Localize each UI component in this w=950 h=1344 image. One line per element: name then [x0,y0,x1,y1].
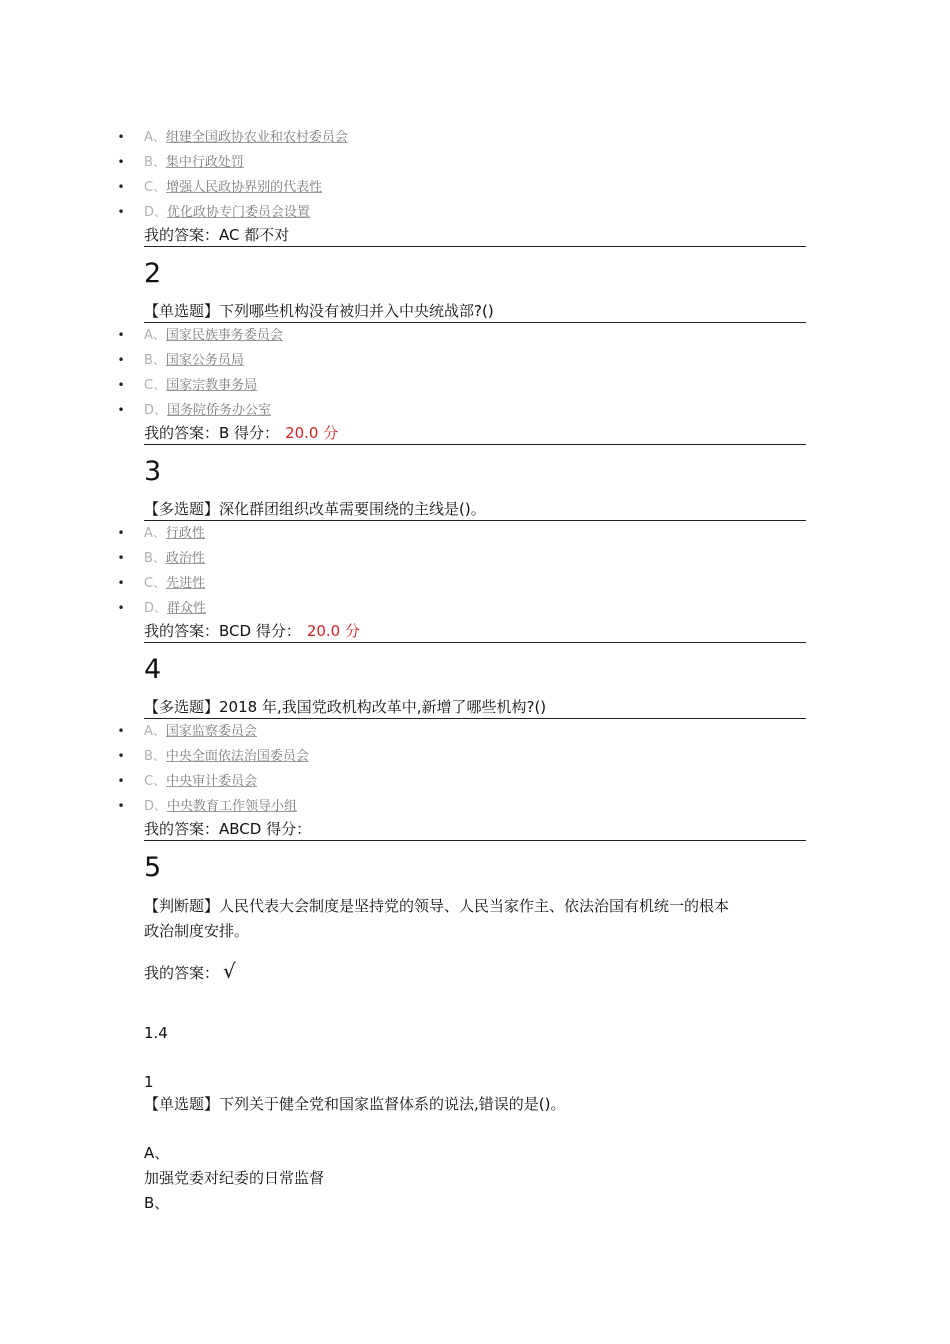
option-letter: D、 [144,205,168,220]
option-letter: D、 [144,601,168,616]
option-text[interactable]: 国务院侨务办公室 [167,403,272,418]
answer-text: 我的答案：B 得分： [144,424,280,442]
option-letter: B、 [144,155,166,170]
option-letter: A、 [144,328,166,343]
bullet-icon: • [117,601,125,615]
q2-option-c[interactable] [117,373,806,398]
q3-option-a[interactable] [117,521,806,546]
option-text[interactable]: 中央全面依法治国委员会 [165,749,309,764]
q2-options [117,323,806,423]
q4-option-b[interactable] [117,744,806,769]
option-text[interactable]: 先进性 [166,576,206,591]
q5-number: 5 [144,852,162,883]
q1-option-b[interactable] [117,150,806,175]
option-text[interactable]: 增强人民政协界别的代表性 [166,180,323,195]
q3-option-b[interactable] [117,546,806,571]
q4-number: 4 [144,654,162,685]
bullet-icon: • [117,130,125,144]
q2-my-answer [144,423,806,445]
q2-title: 【单选题】下列哪些机构没有被归并入中央统战部?() [144,300,806,323]
section-number: 1.4 [144,1024,168,1042]
bullet-icon: • [117,353,125,367]
option-letter: B、 [144,551,166,566]
answer-text: 我的答案：BCD 得分： [144,622,301,640]
option-text[interactable]: 国家监察委员会 [165,724,257,739]
q1-option-a[interactable] [117,125,806,150]
option-text[interactable]: 国家宗教事务局 [166,378,258,393]
option-letter: C、 [144,180,167,195]
option-letter: C、 [144,378,167,393]
option-letter: A、 [144,526,166,541]
document-page [117,125,806,1214]
q4-title: 【多选题】2018 年,我国党政机构改革中,新增了哪些机构?() [144,696,806,719]
option-letter: D、 [144,799,168,814]
q4-option-d[interactable] [117,794,806,819]
option-letter: B、 [144,749,166,764]
bullet-icon: • [117,155,125,169]
option-text[interactable]: 政治性 [165,551,205,566]
option-letter: D、 [144,403,168,418]
q1-option-d[interactable] [117,200,806,225]
s1-option-b-label[interactable]: B、 [144,1194,170,1212]
bullet-icon: • [117,180,125,194]
q3-my-answer [144,621,806,643]
q4-options [117,719,806,819]
answer-text: 我的答案：AC 都不对 [144,226,290,244]
bullet-icon: • [117,799,125,813]
score-value: 20.0 分 [306,622,360,640]
s1-option-a-label[interactable]: A、 [144,1144,170,1162]
q5-my-answer [144,960,806,984]
q3-number: 3 [144,456,162,487]
s1-title: 【单选题】下列关于健全党和国家监督体系的说法,错误的是()。 [144,1095,566,1113]
q4-my-answer [144,819,806,841]
check-mark-icon: √ [223,959,236,983]
q1-my-answer [144,225,806,247]
option-text[interactable]: 集中行政处罚 [165,155,244,170]
s1-number: 1 [144,1073,154,1091]
q4-option-c[interactable] [117,769,806,794]
option-text[interactable]: 组建全国政协农业和农村委员会 [165,130,348,145]
q2-option-b[interactable] [117,348,806,373]
bullet-icon: • [117,526,125,540]
bullet-icon: • [117,378,125,392]
q2-option-d[interactable] [117,398,806,423]
score-value: 20.0 分 [285,424,339,442]
option-letter: C、 [144,774,167,789]
q1-options [117,125,806,225]
bullet-icon: • [117,774,125,788]
q3-option-d[interactable] [117,596,806,621]
option-letter: C、 [144,576,167,591]
s1-option-a-text[interactable]: 加强党委对纪委的日常监督 [144,1169,325,1187]
q3-options [117,521,806,621]
q3-option-c[interactable] [117,571,806,596]
option-text[interactable]: 国家民族事务委员会 [165,328,283,343]
option-text[interactable]: 中央教育工作领导小组 [167,799,298,814]
bullet-icon: • [117,724,125,738]
option-text[interactable]: 行政性 [165,526,205,541]
option-text[interactable]: 国家公务员局 [165,353,244,368]
option-letter: B、 [144,353,166,368]
option-text[interactable]: 中央审计委员会 [166,774,258,789]
answer-label: 我的答案： [144,964,220,982]
bullet-icon: • [117,403,125,417]
q5-title-line2: 政治制度安排。 [144,922,250,940]
q2-option-a[interactable] [117,323,806,348]
bullet-icon: • [117,328,125,342]
q5-title-line1: 【判断题】人民代表大会制度是坚持党的领导、人民当家作主、依法治国有机统一的根本 [144,897,730,915]
option-text[interactable]: 群众性 [167,601,207,616]
q5-title [144,894,806,944]
bullet-icon: • [117,551,125,565]
answer-text: 我的答案：ABCD 得分： [144,820,312,838]
q1-option-c[interactable] [117,175,806,200]
option-letter: A、 [144,724,166,739]
bullet-icon: • [117,749,125,763]
q3-title: 【多选题】深化群团组织改革需要围绕的主线是()。 [144,498,806,521]
option-letter: A、 [144,130,166,145]
q2-number: 2 [144,258,162,289]
q4-option-a[interactable] [117,719,806,744]
bullet-icon: • [117,205,125,219]
option-text[interactable]: 优化政协专门委员会设置 [167,205,311,220]
bullet-icon: • [117,576,125,590]
